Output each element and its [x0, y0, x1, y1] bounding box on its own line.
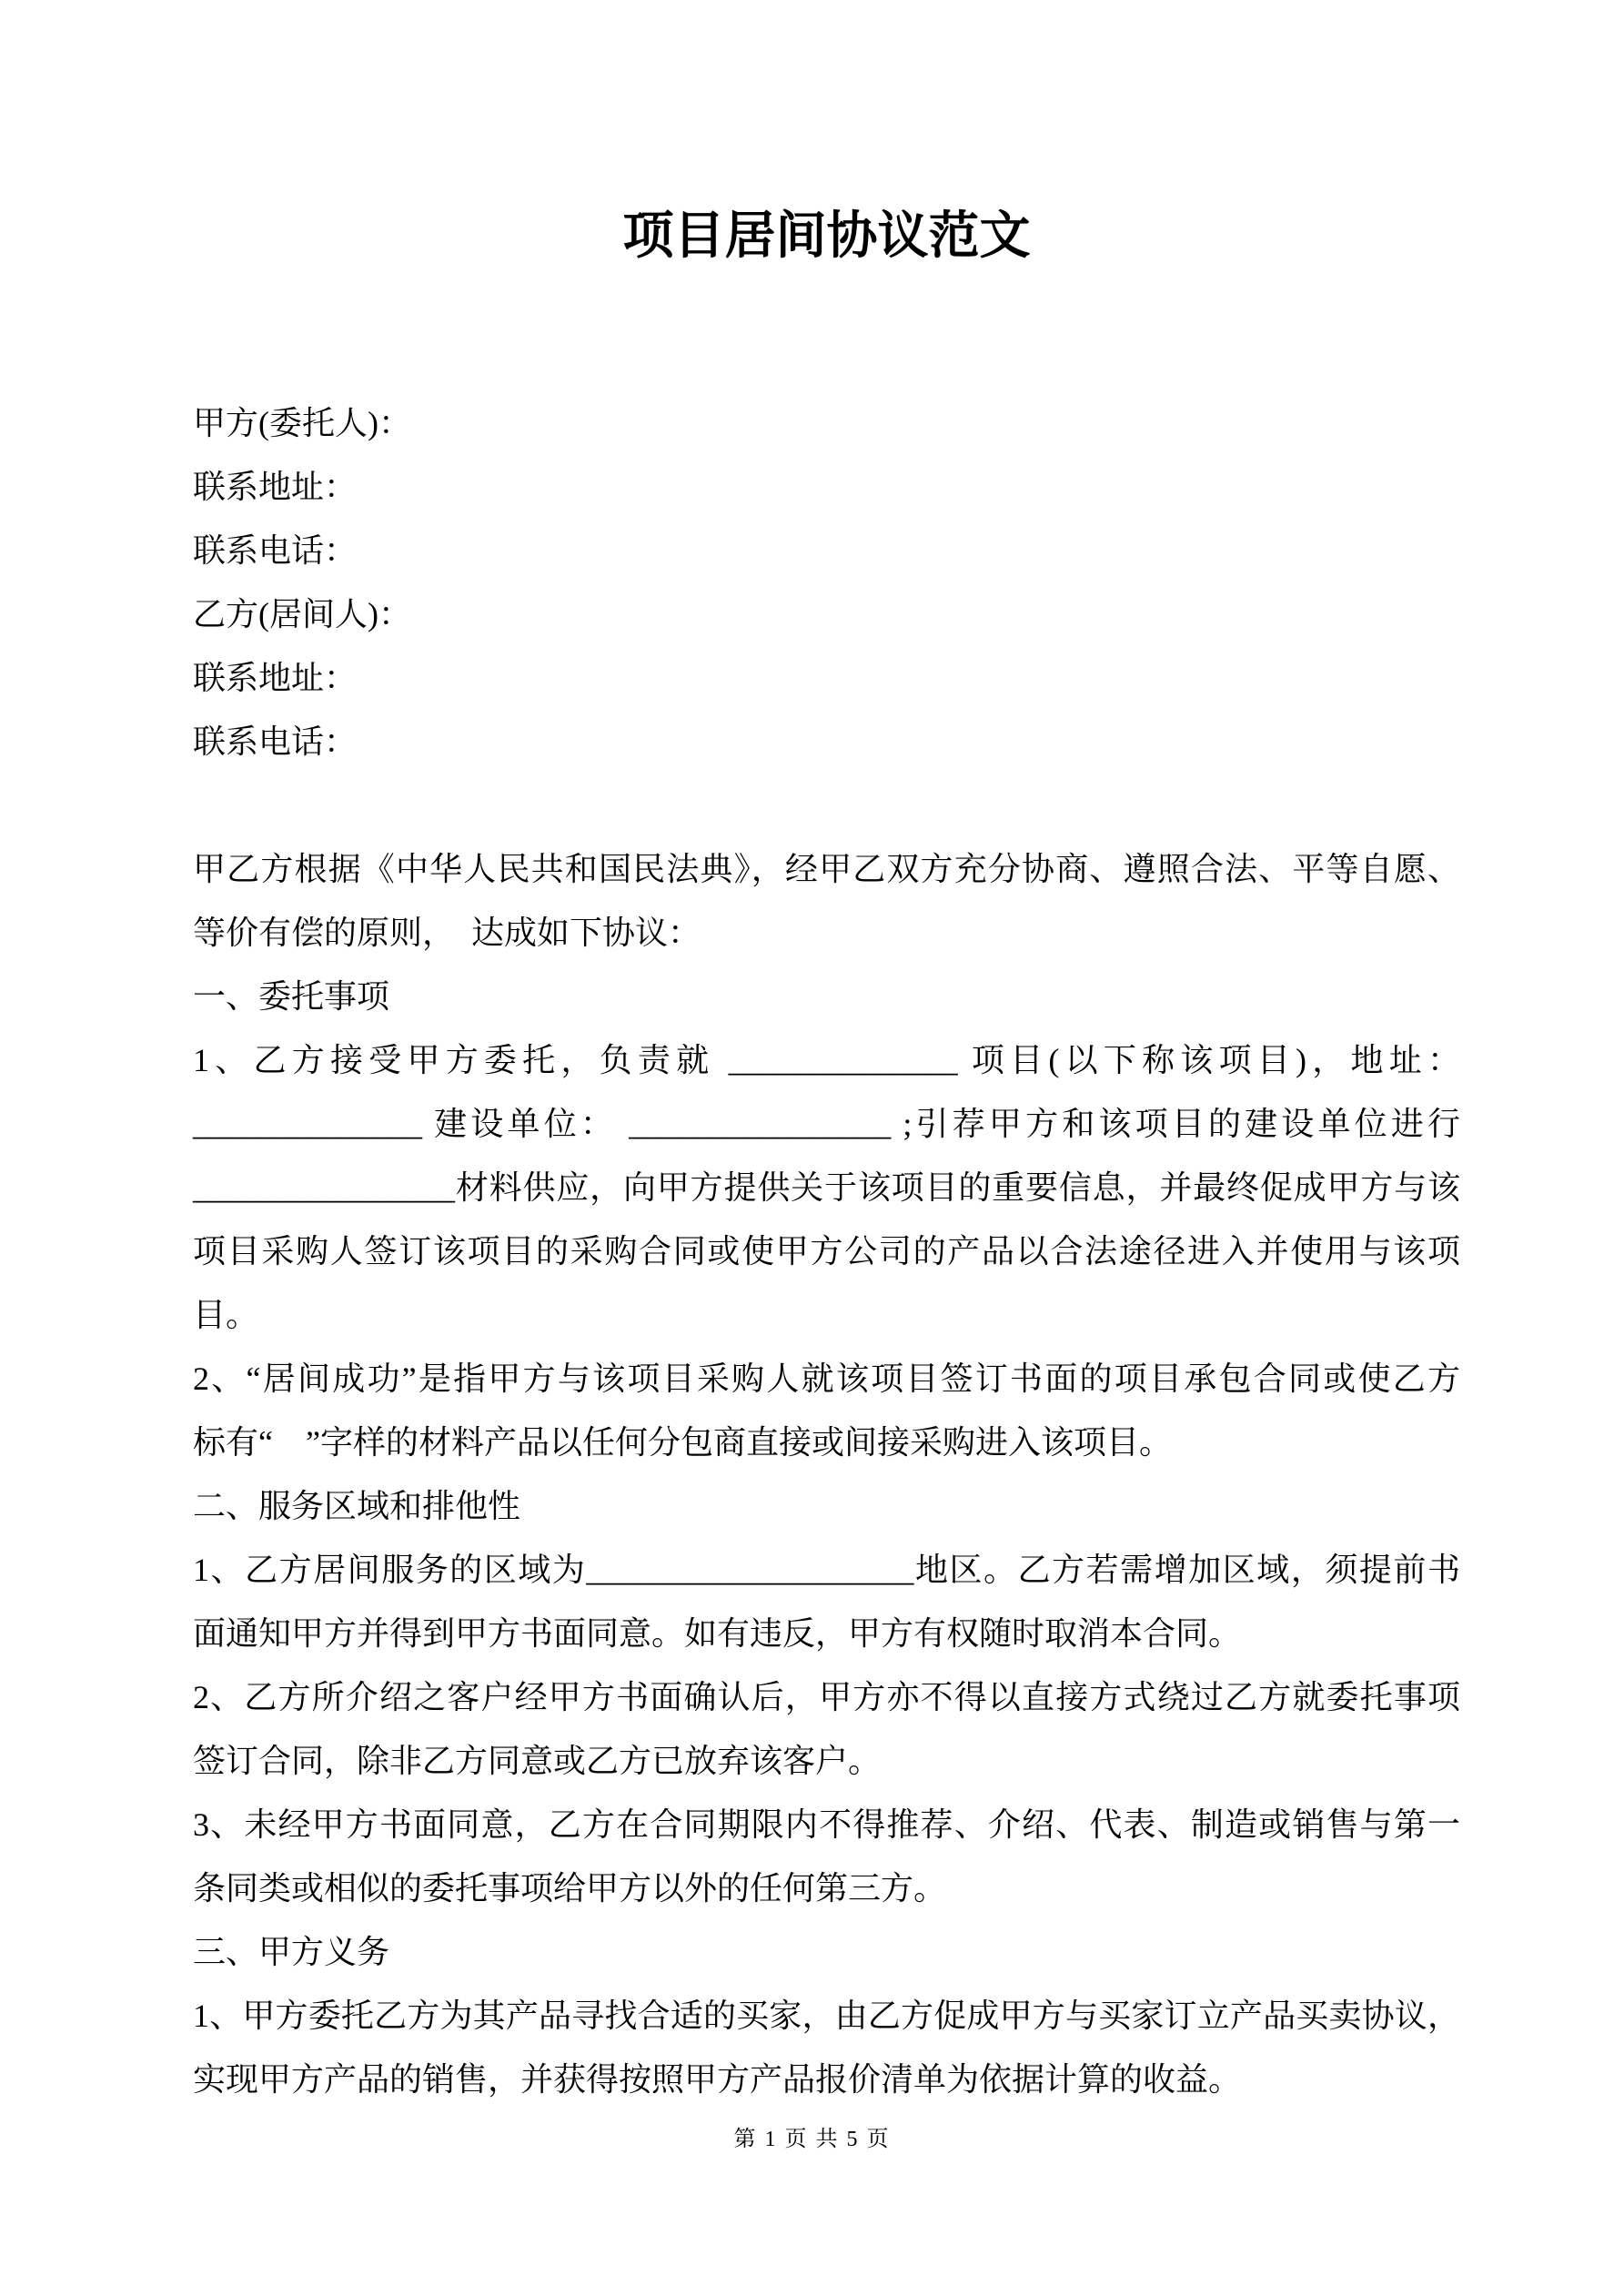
party-info-block [193, 391, 1460, 774]
section-2-heading: 二、服务区域和排他性 [193, 1488, 521, 1524]
party-b-address-label: 联系地址： [193, 660, 358, 696]
clause-line: ______________ 建设单位： ________________ ;引荐甲方和该项目的建设单位进行 [193, 1106, 1460, 1142]
clause-line: 2、“居间成功”是指甲方与该项目采购人就该项目签订书面的项目承包合同或使乙方 [193, 1360, 1460, 1397]
party-a-address-label: 联系地址： [193, 469, 358, 505]
clause-line: 面通知甲方并得到甲方书面同意。如有违反，甲方有权随时取消本合同。 [193, 1615, 1242, 1652]
party-b-phone-label: 联系电话： [193, 723, 358, 760]
clause-line: 1、甲方委托乙方为其产品寻找合适的买家，由乙方促成甲方与买家订立产品买卖协议， [193, 1998, 1460, 2034]
clause-line: 1、乙方居间服务的区域为____________________地区。乙方若需增加区域，须提前书 [193, 1552, 1460, 1588]
clause-line: 1、乙方接受甲方委托，负责就 ______________ 项目(以下称该项目)，地址： [193, 1042, 1460, 1078]
section-3-heading: 三、甲方义务 [193, 1934, 390, 1970]
party-b-label: 乙方(居间人)： [193, 596, 411, 632]
preamble-line: 甲乙方根据《中华人民共和国民法典》，经甲乙双方充分协商、遵照合法、平等自愿、 [193, 851, 1460, 887]
clause-line: 项目采购人签订该项目的采购合同或使甲方公司的产品以合法途径进入并使用与该项 [193, 1233, 1460, 1269]
party-a-phone-label: 联系电话： [193, 532, 358, 569]
clause-line: 签订合同，除非乙方同意或乙方已放弃该客户。 [193, 1743, 882, 1779]
clause-line: 目。 [193, 1297, 259, 1333]
preamble-line: 等价有偿的原则， 达成如下协议： [193, 915, 701, 951]
clause-line: 条同类或相似的委托事项给甲方以外的任何第三方。 [193, 1870, 947, 1907]
clause-line: 2、乙方所介绍之客户经甲方书面确认后，甲方亦不得以直接方式绕过乙方就委托事项 [193, 1679, 1460, 1715]
clause-line: 实现甲方产品的销售，并获得按照甲方产品报价清单为依据计算的收益。 [193, 2061, 1242, 2098]
page-footer: 第 1 页 共 5 页 [733, 2128, 891, 2151]
clause-line: 3、未经甲方书面同意，乙方在合同期限内不得推荐、介绍、代表、制造或销售与第一 [193, 1806, 1460, 1843]
section-1-heading: 一、委托事项 [193, 978, 390, 1015]
clause-line: ________________材料供应，向甲方提供关于该项目的重要信息，并最终促成甲方与该 [193, 1169, 1460, 1206]
party-a-label: 甲方(委托人)： [193, 405, 411, 441]
doc-body [193, 837, 1460, 2111]
clause-line: 标有“ ”字样的材料产品以任何分包商直接或间接采购进入该项目。 [193, 1424, 1172, 1461]
doc-title: 项目居间协议范文 [622, 208, 1031, 265]
